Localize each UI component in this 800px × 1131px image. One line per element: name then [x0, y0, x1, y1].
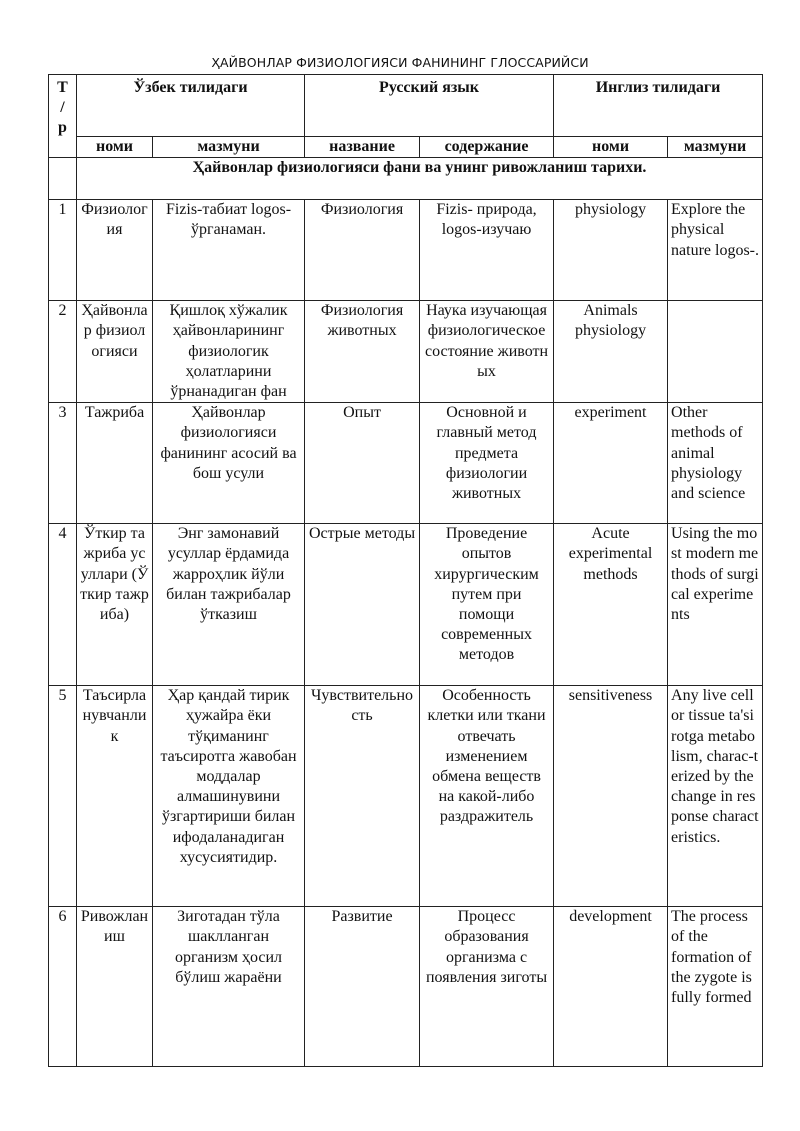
uzbek-definition: Қишлоқ хўжалик ҳайвонларининг физиологик ҳолатларини ўрнанадиган фан [153, 301, 305, 403]
glossary-table [48, 74, 763, 1067]
row-number: 3 [49, 403, 77, 524]
russian-definition: Проведение опытов хирургическим путем при помощи современных методов [420, 524, 554, 686]
section-row [49, 158, 763, 200]
row-number: 2 [49, 301, 77, 403]
uzbek-meaning-header: мазмуни [153, 137, 305, 158]
english-term: physiology [554, 200, 668, 301]
english-meaning-header: мазмуни [668, 137, 763, 158]
uzbek-term: Тажриба [77, 403, 153, 524]
row-number-header-line: Т [57, 79, 68, 96]
column-header-row [49, 137, 763, 158]
table-row [49, 524, 763, 686]
document-title: ҲАЙВОНЛАР ФИЗИОЛОГИЯСИ ФАНИНИНГ ГЛОССАРИЙСИ [211, 55, 589, 70]
russian-term: Опыт [305, 403, 420, 524]
uzbek-definition: Ҳайвонлар физиологияси фанининг асосий ва бош усули [153, 403, 305, 524]
english-definition [668, 301, 763, 403]
table-row [49, 301, 763, 403]
table-row [49, 403, 763, 524]
russian-term: Развитие [305, 907, 420, 1067]
uzbek-definition: Зиготадан тўла шаклланган организм ҳосил бўлиш жараёни [153, 907, 305, 1067]
language-header-row [49, 75, 763, 137]
russian-definition: Fizis- природа, logos-изучаю [420, 200, 554, 301]
row-number: 4 [49, 524, 77, 686]
russian-language-header: Русский язык [305, 75, 554, 137]
english-language-header: Инглиз тилидаги [554, 75, 763, 137]
uzbek-term: Ривожланиш [77, 907, 153, 1067]
uzbek-definition: Fizis-табиат logos-ўрганаман. [153, 200, 305, 301]
russian-content-header: содержание [420, 137, 554, 158]
english-definition: Other methods of animal physiology and science [668, 403, 763, 524]
russian-name-header: название [305, 137, 420, 158]
table-row [49, 686, 763, 907]
table-row [49, 907, 763, 1067]
english-term: Acute experimental methods [554, 524, 668, 686]
table-row [49, 200, 763, 301]
english-name-header: номи [554, 137, 668, 158]
english-term: development [554, 907, 668, 1067]
russian-definition: Основной и главный метод предмета физиологии животных [420, 403, 554, 524]
row-number: 1 [49, 200, 77, 301]
row-number-header-line: / [60, 99, 65, 117]
english-term: experiment [554, 403, 668, 524]
russian-term: Острые методы [305, 524, 420, 686]
english-definition: Using the most modern methods of surgical experiments [668, 524, 763, 686]
uzbek-definition: Ҳар қандай тирик ҳужайра ёки тўқиманинг таъсиротга жавобан моддалар алмашинувини ўзгартириши билан ифодаланадиган хусусиятидир. [153, 686, 305, 907]
uzbek-term: Таъсирланувчанлик [77, 686, 153, 907]
uzbek-term: Ўткир тажриба усуллари (Ўткир тажриба) [77, 524, 153, 686]
english-term: Animals physiology [554, 301, 668, 403]
uzbek-name-header: номи [77, 137, 153, 158]
uzbek-definition: Энг замонавий усуллар ёрдамида жарроҳлик йўли билан тажрибалар ўтказиш [153, 524, 305, 686]
russian-definition: Особенность клетки или ткани отвечать изменением обмена веществ на какой-либо раздражитель [420, 686, 554, 907]
section-number-cell [49, 158, 77, 200]
uzbek-term: Ҳайвонлар физиологияси [77, 301, 153, 403]
russian-term: Физиология животных [305, 301, 420, 403]
russian-definition: Процесс образования организма с появления зиготы [420, 907, 554, 1067]
row-number: 5 [49, 686, 77, 907]
section-title: Ҳайвонлар физиологияси фани ва унинг ривожланиш тарихи. [77, 158, 763, 200]
uzbek-language-header: Ўзбек тилидаги [77, 75, 305, 137]
russian-definition: Наука изучающая физиологическое состояние животных [420, 301, 554, 403]
row-number-header-line: р [58, 119, 67, 137]
english-term: sensitiveness [554, 686, 668, 907]
row-number-header [49, 75, 77, 158]
row-number: 6 [49, 907, 77, 1067]
uzbek-term: Физиология [77, 200, 153, 301]
english-definition: The process of the formation of the zygote is fully formed [668, 907, 763, 1067]
english-definition: Explore the physical nature logos-. [668, 200, 763, 301]
english-definition: Any live cell or tissue ta'sirotga metabolism, charac-terized by the change in response characteristics. [668, 686, 763, 907]
russian-term: Физиология [305, 200, 420, 301]
russian-term: Чувствительность [305, 686, 420, 907]
